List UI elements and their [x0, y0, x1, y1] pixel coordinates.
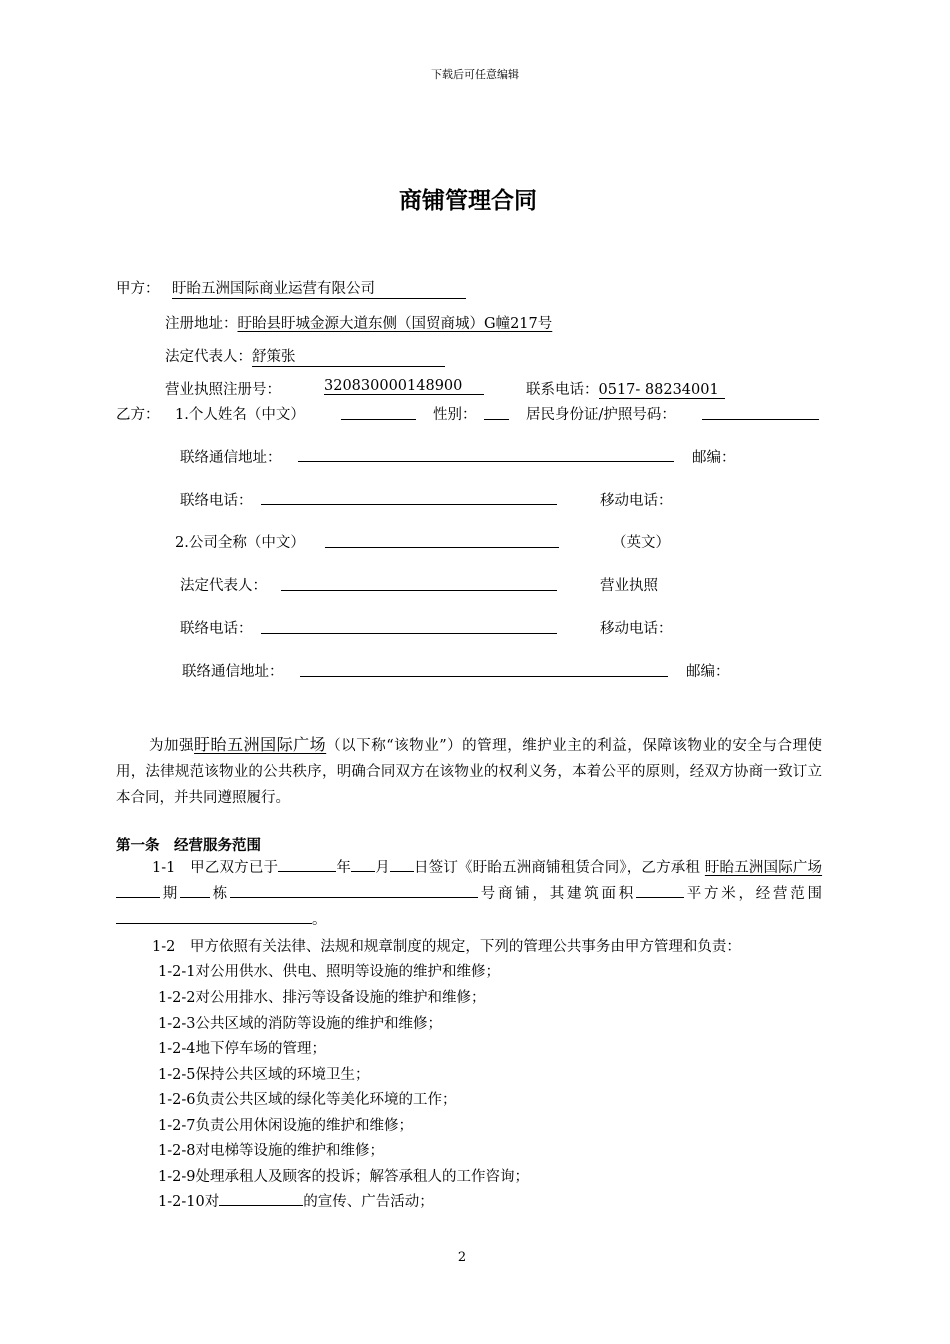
area-unit-label: 平方米，经营范围 — [684, 886, 822, 902]
gender-blank — [484, 419, 509, 420]
intro-text: （以下称“该物业”）的管理，维护业主的利益，保障该物业的安全与合理使用，法律规范该物业的公共秩序，明确合同双方在该物业的权利义务，本着公平的原则，经双方协商一致订立本合同，并共同遵照履行。 — [116, 738, 822, 806]
leased-place: 盱眙五洲国际广场 — [704, 860, 823, 876]
company-phone-label: 联络电话： — [180, 621, 253, 637]
list-item: 1-2-1对公用供水、供电、照明等设施的维护和维修； — [158, 964, 500, 980]
page-number: 2 — [457, 1250, 467, 1265]
list-item: 1-2-4地下停车场的管理； — [158, 1041, 326, 1057]
building-label: 栋 — [210, 886, 230, 902]
month-blank — [351, 871, 375, 872]
area-blank — [636, 897, 684, 898]
item-10-blank — [219, 1205, 303, 1206]
list-item: 1-2-5保持公共区域的环境卫生； — [158, 1067, 370, 1083]
license-number — [324, 378, 484, 395]
intro-property: 盱眙五洲国际广场 — [194, 735, 327, 754]
postcode-label: 邮编： — [692, 450, 736, 466]
clause-1-1-text-b: 日签订《盱眙五洲商铺租赁合同》，乙方承租 — [413, 860, 701, 876]
company-license-label: 营业执照 — [600, 578, 658, 594]
party-a-reg-address — [165, 312, 552, 333]
intro-paragraph — [116, 732, 822, 811]
license-number-value: 320830000148900 — [324, 378, 484, 395]
id-blank — [702, 419, 819, 420]
company-postcode-label: 邮编： — [686, 664, 730, 680]
legal-rep-label: 法定代表人： — [165, 349, 252, 365]
list-item: 1-2-3公共区域的消防等设施的维护和维修； — [158, 1016, 442, 1032]
year-label: 年 — [336, 860, 352, 876]
page-header: 下载后可任意编辑 — [431, 68, 519, 81]
clause-1-1-end: 。 — [312, 912, 327, 928]
party-a-legal-rep — [165, 345, 445, 367]
mail-address-blank — [298, 461, 674, 462]
business-scope-blank — [116, 923, 312, 924]
intro-prefix: 为加强 — [149, 738, 195, 754]
company-phone-blank — [261, 633, 557, 634]
party-a-phone — [526, 378, 725, 399]
clause-1-1 — [116, 855, 822, 933]
article-1-heading: 第一条 经营服务范围 — [116, 838, 261, 854]
reg-address-value: 盱眙县盱城金源大道东侧（国贸商城）G幢217号 — [237, 316, 553, 332]
party-b-label: 乙方： — [116, 407, 160, 423]
phone-value: 0517- 88234001 — [599, 382, 725, 399]
list-item: 1-2-7负责公用休闲设施的维护和维修； — [158, 1118, 413, 1134]
phase-blank — [116, 897, 160, 898]
company-name-blank — [325, 547, 559, 548]
year-blank — [278, 871, 336, 872]
mail-address-label: 联络通信地址： — [180, 450, 282, 466]
legal-rep-value: 舒策张 — [252, 345, 445, 367]
list-item: 1-2-8对电梯等设施的维护和维修； — [158, 1143, 384, 1159]
shop-label: 号商铺，其建筑面积 — [478, 886, 636, 902]
list-item: 1-2-6负责公共区域的绿化等美化环境的工作； — [158, 1092, 457, 1108]
party-a-label: 甲方： — [116, 281, 160, 297]
person-name-label: 1.个人姓名（中文） — [175, 407, 305, 423]
clause-1-1-text-a: 1-1 甲乙双方已于 — [152, 860, 279, 876]
contact-phone-blank — [261, 504, 557, 505]
month-label: 月 — [375, 860, 390, 876]
company-mail-address-label: 联络通信地址： — [182, 664, 284, 680]
company-mail-address-blank — [300, 676, 668, 677]
mobile-label: 移动电话： — [600, 493, 673, 509]
document-title: 商铺管理合同 — [399, 188, 537, 214]
person-name-blank — [341, 419, 416, 420]
party-a-name — [172, 277, 466, 299]
id-label: 居民身份证/护照号码： — [526, 407, 676, 423]
building-blank — [180, 897, 210, 898]
list-item-10 — [158, 1190, 434, 1211]
item-10-text-a: 1-2-10对 — [158, 1194, 220, 1210]
clause-1-2: 1-2 甲方依照有关法律、法规和规章制度的规定，下列的管理公共事务由甲方管理和负责： — [152, 939, 741, 955]
shop-blank — [230, 897, 478, 898]
reg-address-label: 注册地址： — [165, 316, 238, 332]
party-a-name-value: 盱眙五洲国际商业运营有限公司 — [172, 277, 466, 299]
list-item: 1-2-9处理承租人及顾客的投诉；解答承租人的工作咨询； — [158, 1169, 529, 1185]
phase-label: 期 — [160, 886, 180, 902]
contact-phone-label: 联络电话： — [180, 493, 253, 509]
company-legal-rep-blank — [281, 590, 557, 591]
list-item: 1-2-2对公用排水、排污等设备设施的维护和维修； — [158, 990, 486, 1006]
phone-label: 联系电话： — [526, 382, 599, 398]
company-name-label: 2.公司全称（中文） — [175, 535, 305, 551]
item-10-text-b: 的宣传、广告活动； — [303, 1194, 434, 1210]
license-label: 营业执照注册号： — [165, 382, 281, 398]
company-mobile-label: 移动电话： — [600, 621, 673, 637]
day-blank — [390, 871, 414, 872]
company-english-label: （英文） — [612, 535, 670, 551]
company-legal-rep-label: 法定代表人： — [180, 578, 267, 594]
gender-label: 性别： — [433, 407, 477, 423]
